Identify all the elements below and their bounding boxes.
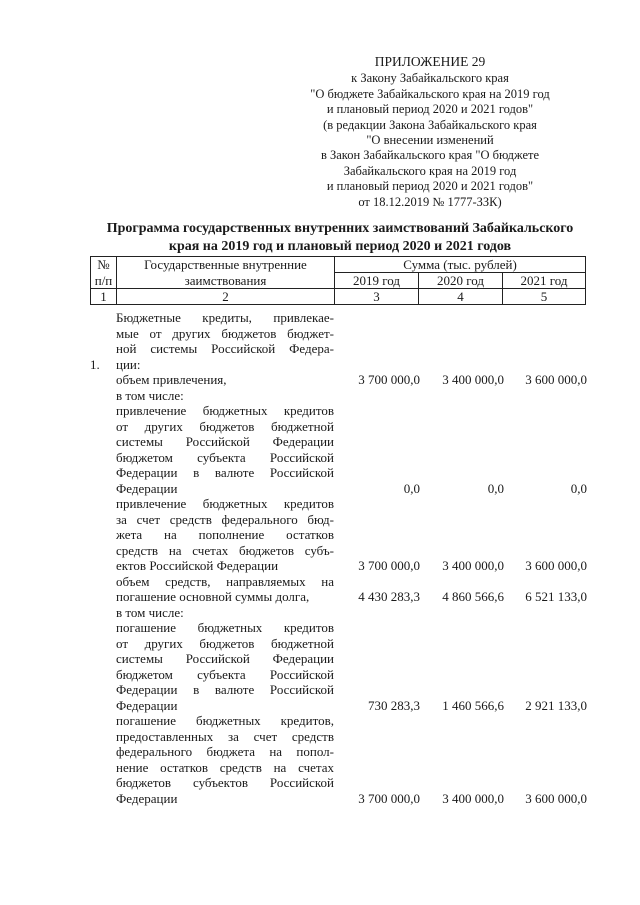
row-description — [116, 310, 336, 372]
header-year-2021: 2021 год — [503, 273, 586, 289]
header-year-2020: 2020 год — [419, 273, 503, 289]
index-cell-3: 3 — [335, 289, 419, 305]
header-sum: Сумма (тыс. рублей) — [403, 257, 517, 272]
table-body — [90, 310, 585, 806]
value-2021: 3 600 000,0 — [525, 558, 587, 573]
table-row — [90, 388, 585, 404]
row-description — [116, 605, 336, 621]
index-cell-2: 2 — [117, 289, 335, 305]
value-2019: 0,0 — [403, 480, 420, 496]
table-row — [90, 620, 585, 713]
appendix-line: "О внесении изменений — [366, 133, 494, 148]
description-line: бюджетом субъекта Российской — [116, 666, 334, 682]
header-name2-cell — [117, 273, 335, 289]
description-line: жета на пополнение остатков — [116, 527, 334, 542]
row-description — [116, 388, 336, 404]
description-line: от других бюджетов бюджетной — [116, 635, 334, 651]
description-line: от других бюджетов бюджетной — [116, 418, 334, 434]
value-2020: 3 400 000,0 — [442, 558, 504, 573]
header-num2: п/п — [94, 272, 113, 288]
header-name-cell — [117, 257, 335, 273]
value-2020: 0,0 — [487, 480, 504, 496]
row-description — [116, 713, 336, 806]
value-2019: 3 700 000,0 — [358, 372, 420, 387]
description-line: привлечение бюджетных кредитов — [116, 403, 334, 418]
row-description — [116, 403, 336, 496]
row-description — [116, 574, 336, 605]
header-num: № — [97, 257, 110, 273]
appendix-line: "О бюджете Забайкальского края на 2019 год — [310, 86, 550, 101]
table-row — [90, 372, 585, 388]
value-2021: 3 600 000,0 — [525, 372, 587, 387]
appendix-line: и плановый период 2020 и 2021 годов" — [326, 179, 534, 194]
value-2021: 3 600 000,0 — [525, 790, 587, 806]
description-line: погашение бюджетных кредитов, — [116, 713, 334, 728]
header-sum-cell — [335, 257, 586, 273]
description-line: средств на счетах бюджетов субъ- — [116, 542, 334, 558]
title-line-2: края на 2019 год и плановый период 2020 и 2021 годов — [168, 239, 512, 254]
appendix-line: к Закону Забайкальского края — [351, 71, 509, 86]
document-title — [70, 220, 610, 256]
description-line: привлечение бюджетных кредитов — [116, 496, 334, 511]
description-line: в том числе: — [116, 604, 184, 620]
description-line: ции: — [116, 356, 141, 372]
description-line: объем средств, направляемых на — [116, 573, 334, 589]
value-2020: 3 400 000,0 — [442, 790, 504, 806]
header-name2: заимствования — [184, 272, 267, 288]
appendix-heading: ПРИЛОЖЕНИЕ 29 — [374, 54, 486, 69]
index-cell-4: 4 — [419, 289, 503, 305]
value-2019: 730 283,3 — [368, 697, 420, 713]
value-2021: 6 521 133,0 — [525, 589, 587, 604]
description-line: погашение бюджетных кредитов — [116, 620, 334, 635]
table-row — [90, 574, 585, 605]
value-2019: 4 430 283,3 — [358, 589, 420, 604]
description-line: Федерации — [116, 697, 178, 713]
header-num-cell — [91, 257, 117, 273]
description-line: в том числе: — [116, 387, 184, 403]
description-line: системы Российской Федерации — [116, 434, 334, 449]
header-num2-cell — [91, 273, 117, 289]
value-2019: 3 700 000,0 — [358, 790, 420, 806]
appendix-line: в Закон Забайкальского края "О бюджете — [320, 148, 540, 163]
description-line: Федерации в валюте Российской — [116, 682, 334, 697]
index-cell-1: 1 — [91, 289, 117, 305]
description-line: за счет средств федерального бюд- — [116, 511, 334, 527]
appendix-line: (в редакции Закона Забайкальского края — [323, 117, 537, 132]
row-description — [116, 372, 336, 388]
row-number: 1. — [90, 356, 100, 372]
header-name: Государственные внутренние — [144, 257, 307, 273]
title-line-1: Программа государственных внутренних заимствований Забайкальского — [106, 221, 574, 236]
table-row — [90, 310, 585, 372]
value-2020: 4 860 566,6 — [442, 589, 504, 604]
description-line: нение остатков средств на счетах — [116, 759, 334, 775]
description-line: Федерации в валюте Российской — [116, 465, 334, 480]
description-line: Федерации — [116, 480, 178, 496]
table-row — [90, 496, 585, 574]
description-line: бюджетом субъекта Российской — [116, 449, 334, 465]
appendix-line: и плановый период 2020 и 2021 годов" — [326, 102, 534, 117]
description-line: предоставленных за счет средств — [116, 728, 334, 744]
value-2021: 2 921 133,0 — [525, 697, 587, 713]
table-row — [90, 713, 585, 806]
appendix-line: от 18.12.2019 № 1777-ЗЗК) — [358, 194, 502, 209]
value-2021: 0,0 — [570, 480, 587, 496]
value-2020: 3 400 000,0 — [442, 372, 504, 387]
appendix-line: Забайкальского края на 2019 год — [343, 163, 517, 178]
table-row — [90, 403, 585, 496]
description-line: ектов Российской Федерации — [116, 558, 279, 573]
description-line: федерального бюджета на попол- — [116, 744, 334, 759]
description-line: бюджетов субъектов Российской — [116, 775, 334, 790]
index-cell-5: 5 — [503, 289, 586, 305]
table-row — [90, 605, 585, 621]
description-line: Бюджетные кредиты, привлекае- — [116, 310, 334, 325]
table-header — [90, 256, 586, 305]
appendix-header — [300, 54, 560, 210]
row-description — [116, 620, 336, 713]
description-line: погашение основной суммы долга, — [116, 589, 310, 604]
description-line: Федерации — [116, 790, 178, 806]
row-description — [116, 496, 336, 574]
description-line: системы Российской Федерации — [116, 651, 334, 666]
description-line: объем привлечения, — [116, 372, 227, 387]
value-2019: 3 700 000,0 — [358, 558, 420, 573]
header-year-2019: 2019 год — [335, 273, 419, 289]
value-2020: 1 460 566,6 — [442, 697, 504, 713]
description-line: мые от других бюджетов бюджет- — [116, 325, 334, 341]
description-line: ной системы Российской Федера- — [116, 341, 334, 356]
